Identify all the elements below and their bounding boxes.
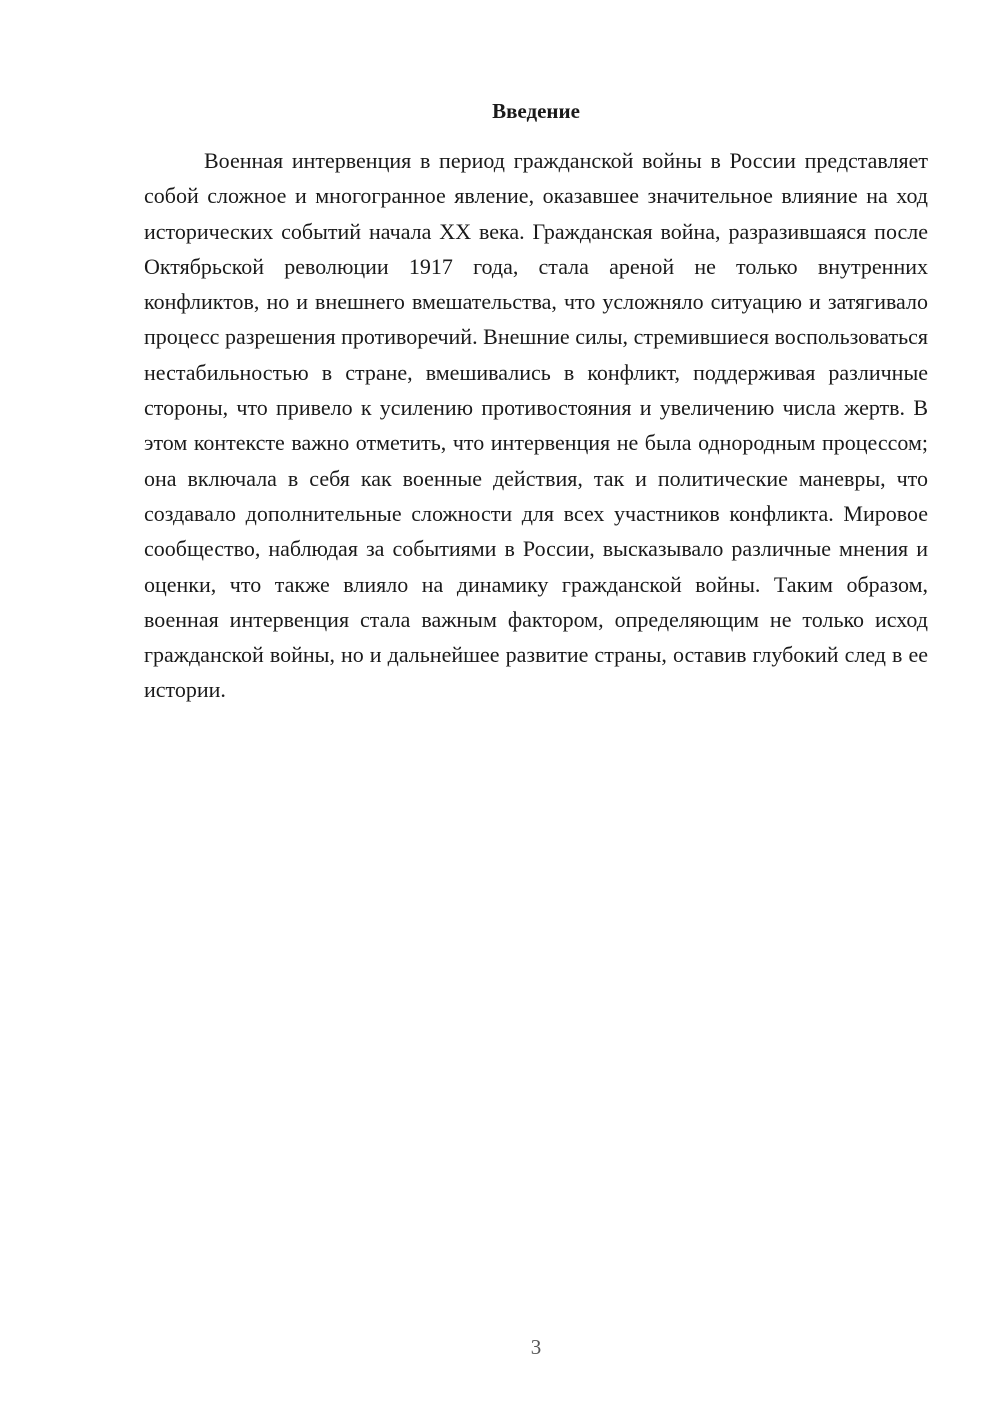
section-heading: Введение bbox=[492, 99, 580, 123]
page-number: 3 bbox=[530, 1335, 542, 1359]
body-paragraph: Военная интервенция в период гражданской войны в России представляет собой сложное и многогранное явление, оказавшее значительное влияние на ход исторических событий начала XX века. Гражданская война, разразившаяся после Октябрьской революции 1917 года, стала ареной не только внутренних конфликтов, но и внешнего вмешательства, что усложняло ситуацию и затягивало процесс разрешения противоречий. Внешние силы, стремившиеся воспользоваться нестабильностью в стране, вмешивались в конфликт, поддерживая различные стороны, что привело к усилению противостояния и увеличению числа жертв. В этом контексте важно отметить, что интервенция не была однородным процессом; она включала в себя как военные действия, так и политические маневры, что создавало дополнительные сложности для всех участников конфликта. Мировое сообщество, наблюдая за событиями в России, высказывало различные мнения и оценки, что также влияло на динамику гражданской войны. Таким образом, военная интервенция стала важным фактором, определяющим не только исход гражданской войны, но и дальнейшее развитие страны, оставив глубокий след в ее истории. bbox=[144, 148, 928, 703]
